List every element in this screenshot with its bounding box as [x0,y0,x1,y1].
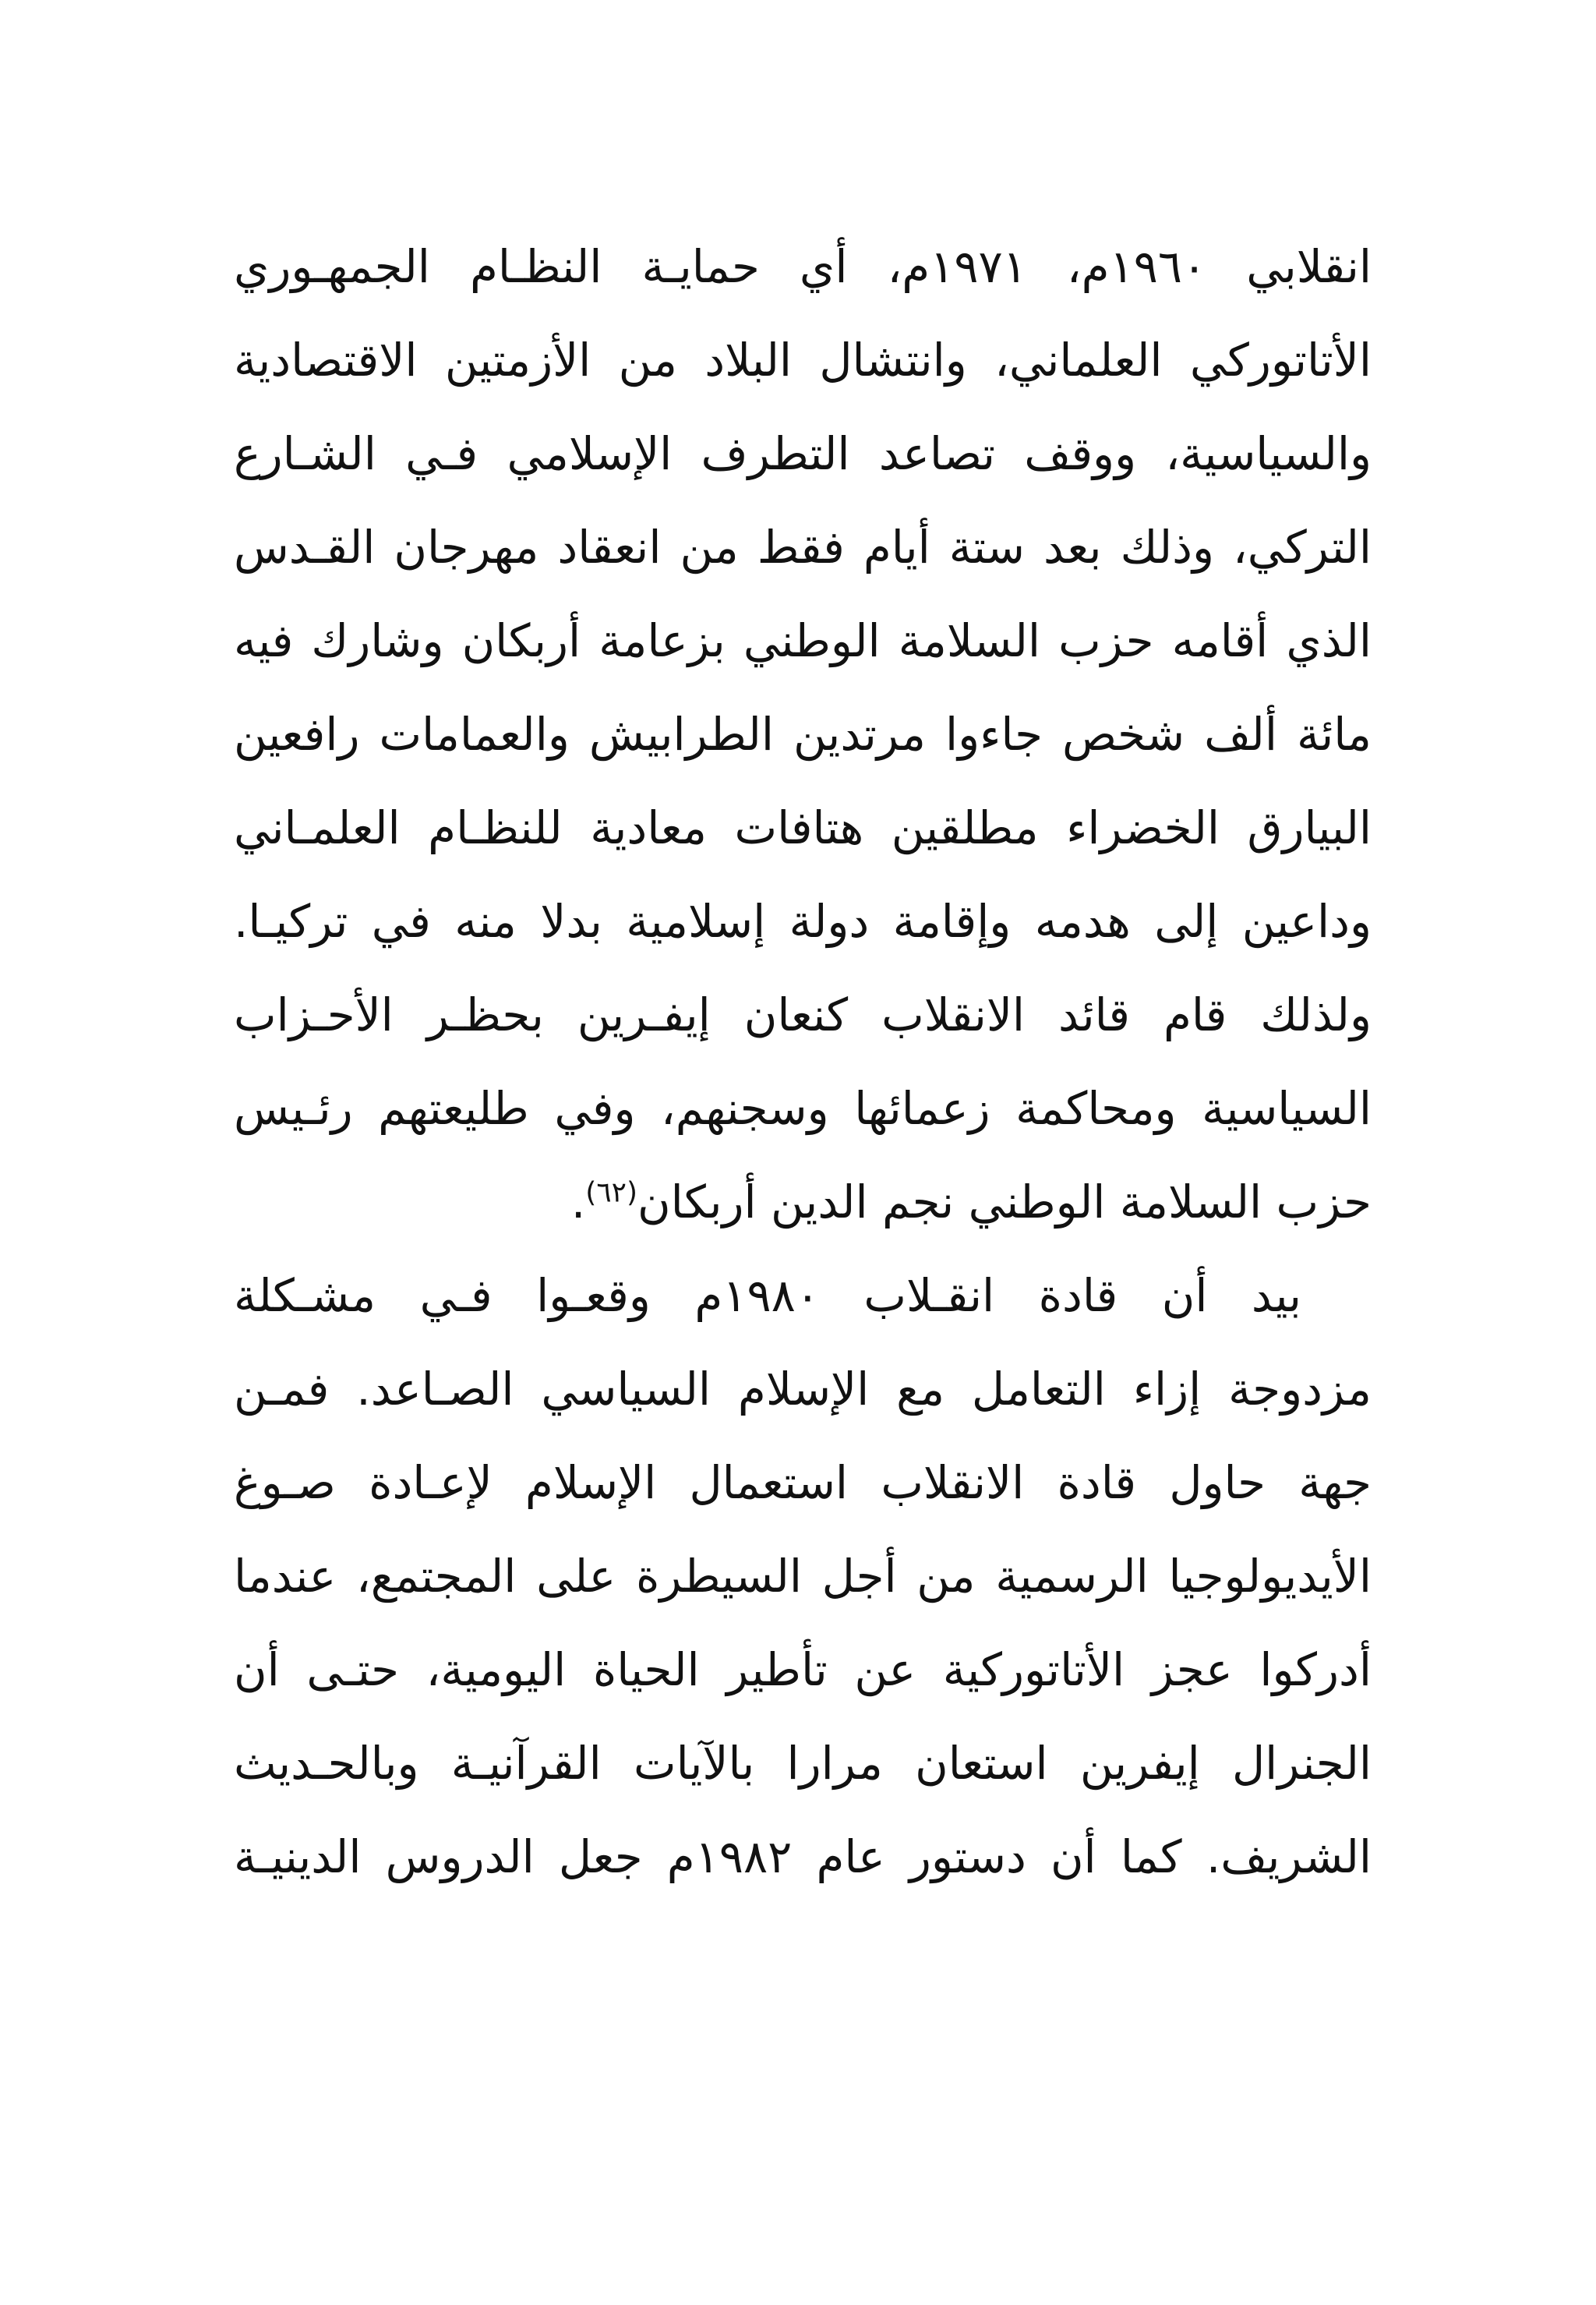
text-line: الذي أقامه حزب السلامة الوطني بزعامة أربكان وشارك فيه [234,614,1372,667]
text-line: البيارق الخضراء مطلقين هتافات معادية للنظـام العلمـاني [234,801,1372,854]
body-text [234,220,1372,1904]
text-line: والسياسية، ووقف تصاعد التطرف الإسلامي فـي الشـارع [234,427,1372,480]
text-line: مزدوجة إزاء التعامل مع الإسلام السياسي الصـاعد. فمـن [234,1363,1372,1416]
footnote-reference: (٦٢) [585,1176,638,1209]
paragraph-last-line [234,1155,1372,1249]
text-line: الجنرال إيفرين استعان مرارا بالآيات القرآنيـة وبالحـديث [234,1737,1372,1790]
text-line: الشريف. كما أن دستور عام ١٩٨٢م جعل الدروس الدينيـة [234,1830,1372,1883]
text-line: الأتاتوركي العلماني، وانتشال البلاد من الأزمتين الاقتصادية [234,334,1372,387]
text-line: انقلابي ١٩٦٠م، ١٩٧١م، أي حمايـة النظـام الجمهـوري [234,240,1372,293]
last-line-end: . [570,1175,586,1229]
text-line: جهة حاول قادة الانقلاب استعمال الإسلام لإعـادة صـوغ [234,1456,1372,1509]
text-line: أدركوا عجز الأتاتوركية عن تأطير الحياة اليومية، حتـى أن [234,1643,1372,1696]
text-line: التركي، وذلك بعد ستة أيام فقط من انعقاد مهرجان القـدس [234,521,1372,574]
text-line: مائة ألف شخص جاءوا مرتدين الطرابيش والعمامات رافعين [234,708,1372,761]
text-line: ولذلك قام قائد الانقلاب كنعان إيفـرين بحظـر الأحـزاب [234,988,1372,1041]
last-line-text: حزب السلامة الوطني نجم الدين أربكان [637,1175,1372,1229]
paragraph-first-line: بيد أن قادة انقـلاب ١٩٨٠م وقعـوا فـي مشـكلة [234,1269,1301,1322]
text-line: الأيديولوجيا الرسمية من أجل السيطرة على المجتمع، عندما [234,1550,1372,1603]
text-line: وداعين إلى هدمه وإقامة دولة إسلامية بدلا منه في تركيـا. [234,895,1372,948]
text-line: السياسية ومحاكمة زعمائها وسجنهم، وفي طليعتهم رئـيس [234,1082,1372,1135]
